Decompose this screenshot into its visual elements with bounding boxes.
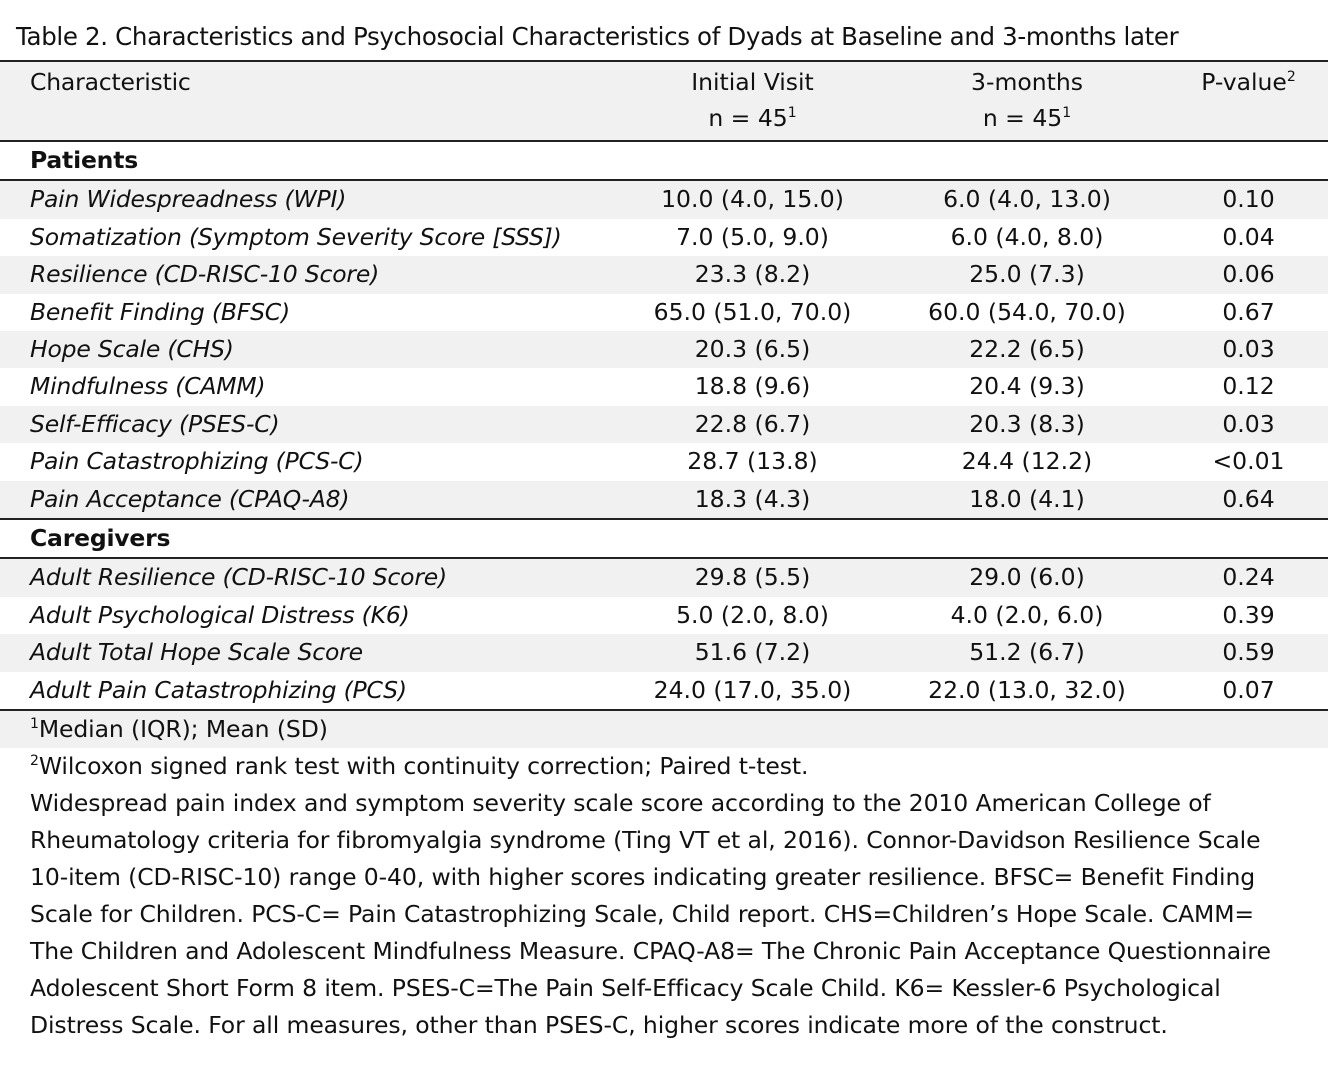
row-pvalue: 0.64	[1169, 481, 1328, 519]
row-initial-value: 18.8 (9.6)	[694, 372, 811, 401]
row-measure-name: Mindfulness (CAMM)	[30, 372, 266, 401]
row-three-months-value: 6.0 (4.0, 8.0)	[950, 222, 1104, 251]
row-initial-value: 24.0 (17.0, 35.0)	[653, 675, 852, 704]
row-three-months-value: 4.0 (2.0, 6.0)	[950, 600, 1104, 629]
table-row	[0, 331, 1328, 368]
table-row	[0, 672, 1328, 710]
row-initial-value: 23.3 (8.2)	[620, 256, 885, 293]
row-measure-name: Pain Catastrophizing (PCS-C)	[30, 447, 364, 476]
row-initial-value: 20.3 (6.5)	[620, 331, 885, 368]
table-row	[0, 406, 1328, 443]
row-measure-name: Somatization (Symptom Severity Score [SSS])	[30, 222, 562, 251]
header-row	[0, 61, 1328, 141]
row-three-months-value: 25.0 (7.3)	[885, 256, 1169, 293]
row-measure-name: Benefit Finding (BFSC)	[30, 297, 290, 326]
footnote-2	[0, 748, 1328, 785]
characteristics-table	[0, 60, 1328, 711]
footnote-1-marker: 1	[30, 716, 39, 733]
patients-section-label: Patients	[30, 146, 139, 174]
row-measure-name: Pain Widespreadness (WPI)	[0, 180, 620, 218]
row-three-months-value: 18.0 (4.1)	[885, 481, 1169, 519]
row-three-months-value: 24.4 (12.2)	[961, 447, 1093, 476]
header-pvalue	[1169, 61, 1328, 141]
row-measure-name: Self-Efficacy (PSES-C)	[0, 406, 620, 443]
header-three-months-n: n = 45	[982, 104, 1063, 132]
row-three-months-value: 51.2 (6.7)	[885, 634, 1169, 671]
header-three-months-label: 3-months	[971, 68, 1083, 96]
row-pvalue: 0.04	[1222, 222, 1275, 251]
table-footnotes	[0, 711, 1328, 1044]
row-measure-name: Adult Psychological Distress (K6)	[30, 600, 410, 629]
row-measure-name: Adult Total Hope Scale Score	[0, 634, 620, 671]
table-row	[0, 481, 1328, 519]
row-measure-name: Hope Scale (CHS)	[0, 331, 620, 368]
table-row	[0, 597, 1328, 634]
table-row	[0, 634, 1328, 671]
row-pvalue: 0.07	[1222, 675, 1275, 704]
header-initial-n: n = 45	[708, 104, 788, 132]
table-row	[0, 443, 1328, 480]
row-pvalue: 0.06	[1169, 256, 1328, 293]
row-pvalue: 0.03	[1169, 406, 1328, 443]
footnote-1	[0, 711, 1328, 748]
table-row	[0, 294, 1328, 331]
footnote-2-marker: 2	[30, 753, 39, 770]
header-pvalue-label: P-value	[1201, 68, 1287, 96]
table-row	[0, 180, 1328, 218]
footnote-2-text: Wilcoxon signed rank test with continuity correction; Paired t-test.	[38, 752, 809, 780]
header-characteristic: Characteristic	[0, 61, 620, 141]
row-pvalue: 0.12	[1222, 372, 1275, 401]
row-three-months-value: 20.4 (9.3)	[969, 372, 1085, 401]
row-three-months-value: 22.2 (6.5)	[885, 331, 1169, 368]
header-initial-n-sup: 1	[787, 105, 797, 122]
header-pvalue-sup: 2	[1286, 69, 1296, 86]
row-initial-value: 18.3 (4.3)	[620, 481, 885, 519]
row-pvalue: <0.01	[1212, 447, 1285, 476]
row-measure-name: Adult Resilience (CD-RISC-10 Score)	[0, 558, 620, 596]
row-three-months-value: 20.3 (8.3)	[885, 406, 1169, 443]
row-measure-name: Resilience (CD-RISC-10 Score)	[0, 256, 620, 293]
row-initial-value: 29.8 (5.5)	[620, 558, 885, 596]
table-caption: Table 2. Characteristics and Psychosocial Characteristics of Dyads at Baseline and 3-months later	[16, 22, 1179, 51]
row-three-months-value: 6.0 (4.0, 13.0)	[885, 180, 1169, 218]
row-initial-value: 22.8 (6.7)	[620, 406, 885, 443]
table-row	[0, 256, 1328, 293]
table-row	[0, 219, 1328, 256]
row-pvalue: 0.03	[1169, 331, 1328, 368]
row-initial-value: 51.6 (7.2)	[620, 634, 885, 671]
header-three-months-n-sup: 1	[1062, 105, 1072, 122]
row-initial-value: 10.0 (4.0, 15.0)	[620, 180, 885, 218]
row-three-months-value: 60.0 (54.0, 70.0)	[928, 297, 1126, 326]
patients-section-row	[0, 141, 1328, 180]
row-initial-value: 65.0 (51.0, 70.0)	[653, 297, 852, 326]
row-pvalue: 0.59	[1169, 634, 1328, 671]
row-initial-value: 5.0 (2.0, 8.0)	[676, 600, 829, 629]
header-initial-visit-label: Initial Visit	[691, 68, 814, 96]
row-measure-name: Pain Acceptance (CPAQ-A8)	[0, 481, 620, 519]
row-pvalue: 0.67	[1222, 297, 1275, 326]
row-initial-value: 7.0 (5.0, 9.0)	[676, 222, 829, 251]
table-row	[0, 558, 1328, 596]
row-pvalue: 0.24	[1169, 558, 1328, 596]
row-pvalue: 0.39	[1222, 600, 1275, 629]
footnote-description: Widespread pain index and symptom severity scale score according to the 2010 American College of Rheumatology criteria for fibromyalgia syndrome (Ting VT et al, 2016). Connor-Davidson Resilience Scale 10-item (CD-RISC-10) range 0-40, with higher scores indicating greater resilience. BFSC= Benefit Finding Scale for Children. PCS-C= Pain Catastrophizing Scale, Child report. CHS=Children’s Hope Scale. CAMM= The Children and Adolescent Mindfulness Measure. CPAQ-A8= The Chronic Pain Acceptance Questionnaire Adolescent Short Form 8 item. PSES-C=The Pain Self-Efficacy Scale Child. K6= Kessler-6 Psychological Distress Scale. For all measures, other than PSES-C, higher scores indicate more of the construct.	[30, 789, 1271, 1039]
caregivers-section-row	[0, 519, 1328, 558]
row-pvalue: 0.10	[1169, 180, 1328, 218]
table-row	[0, 368, 1328, 405]
row-initial-value: 28.7 (13.8)	[687, 447, 818, 476]
row-three-months-value: 22.0 (13.0, 32.0)	[928, 675, 1126, 704]
footnote-1-text: Median (IQR); Mean (SD)	[38, 715, 328, 743]
header-initial-visit	[620, 61, 885, 141]
caregivers-section-label: Caregivers	[30, 524, 171, 553]
header-three-months	[885, 61, 1169, 141]
row-measure-name: Adult Pain Catastrophizing (PCS)	[30, 675, 407, 704]
row-three-months-value: 29.0 (6.0)	[885, 558, 1169, 596]
